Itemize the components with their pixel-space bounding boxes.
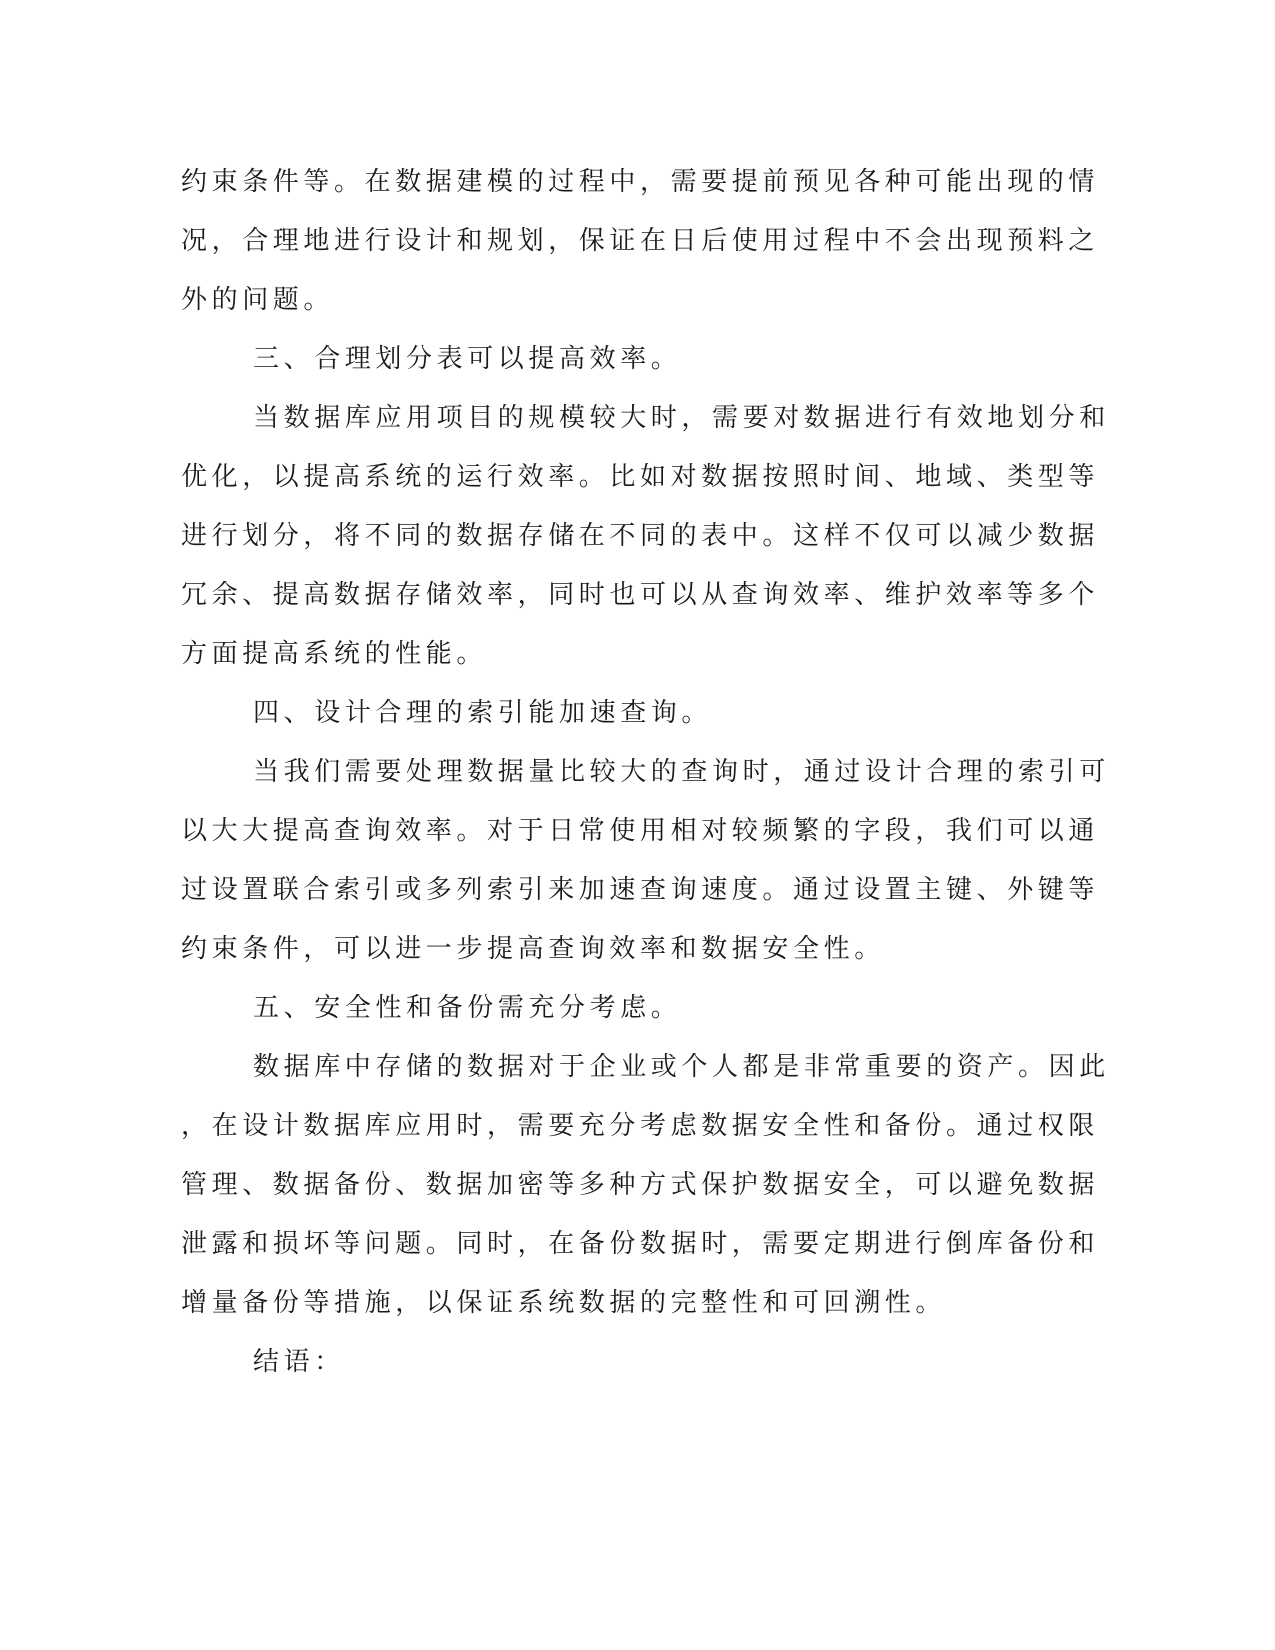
text-line: 管理、数据备份、数据加密等多种方式保护数据安全，可以避免数据 [181,1170,1100,1200]
text-line: 当数据库应用项目的规模较大时，需要对数据进行有效地划分和 [253,403,1110,433]
text-line: 优化，以提高系统的运行效率。比如对数据按照时间、地域、类型等 [181,462,1100,492]
text-line: 数据库中存储的数据对于企业或个人都是非常重要的资产。因此 [253,1052,1110,1082]
text-line: 约束条件，可以进一步提高查询效率和数据安全性。 [181,934,885,964]
text-line: 进行划分，将不同的数据存储在不同的表中。这样不仅可以减少数据 [181,521,1100,551]
section-heading-4: 四、设计合理的索引能加速查询。 [253,698,713,728]
text-line: 约束条件等。在数据建模的过程中，需要提前预见各种可能出现的情 [181,167,1100,197]
text-line: 增量备份等措施，以保证系统数据的完整性和可回溯性。 [181,1288,947,1318]
text-line: 以大大提高查询效率。对于日常使用相对较频繁的字段，我们可以通 [181,816,1100,846]
text-line: 方面提高系统的性能。 [181,639,488,669]
text-line: 当我们需要处理数据量比较大的查询时，通过设计合理的索引可 [253,757,1110,787]
text-line: 况，合理地进行设计和规划，保证在日后使用过程中不会出现预料之 [181,226,1100,256]
section-heading-3: 三、合理划分表可以提高效率。 [253,344,682,374]
text-line: 过设置联合索引或多列索引来加速查询速度。通过设置主键、外键等 [181,875,1100,905]
text-line: ，在设计数据库应用时，需要充分考虑数据安全性和备份。通过权限 [181,1111,1100,1141]
section-heading-5: 五、安全性和备份需充分考虑。 [253,993,682,1023]
text-line: 冗余、提高数据存储效率，同时也可以从查询效率、维护效率等多个 [181,580,1100,610]
document-body [181,153,1110,1392]
text-line: 泄露和损坏等问题。同时，在备份数据时，需要定期进行倒库备份和 [181,1229,1100,1259]
conclusion-heading: 结语： [253,1347,345,1377]
text-line: 外的问题。 [181,285,335,315]
